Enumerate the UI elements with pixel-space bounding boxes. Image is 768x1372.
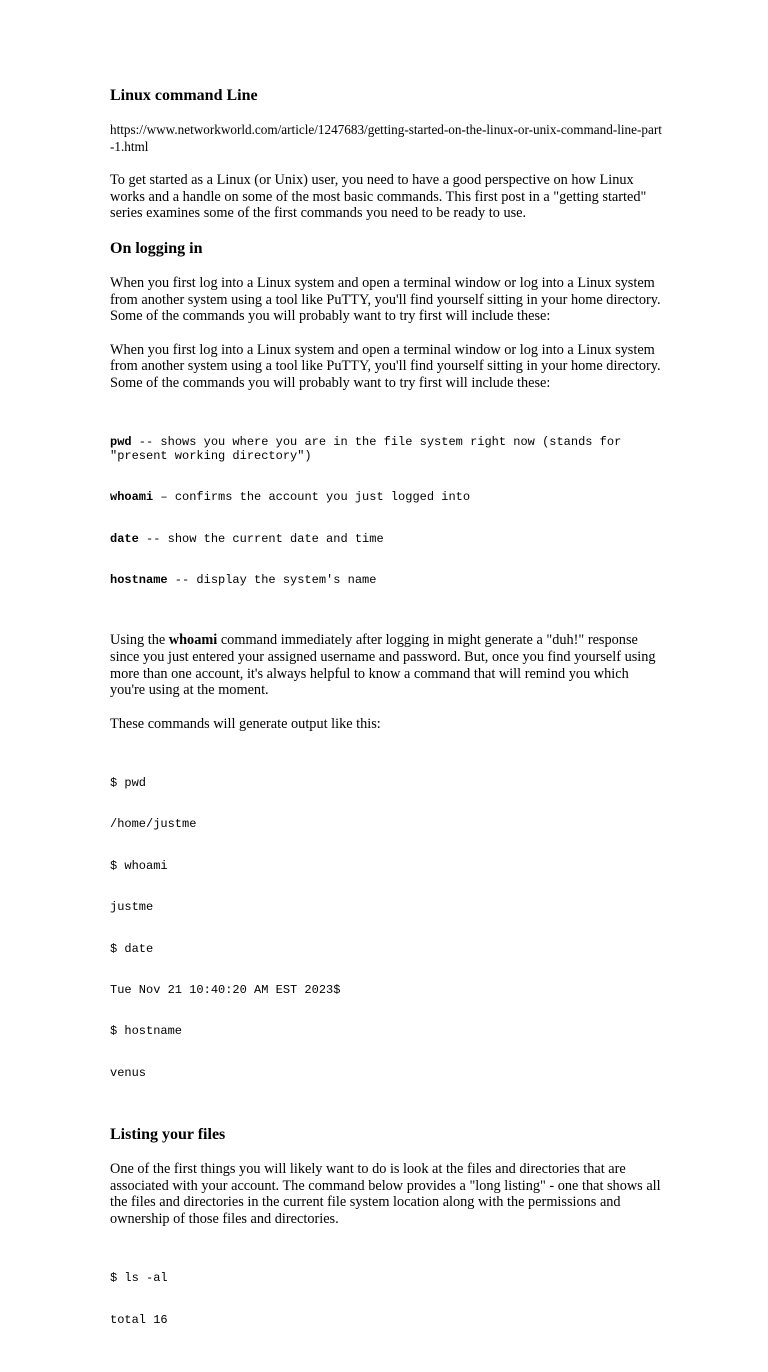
command-description: -- shows you where you are in the file system right now (stands for "present working directory") — [110, 435, 629, 463]
command-item — [110, 491, 662, 505]
whoami-keyword: whoami — [168, 632, 218, 649]
command-output — [110, 749, 662, 1108]
output-line: /home/justme — [110, 817, 197, 832]
command-item — [110, 436, 662, 464]
command-item — [110, 533, 662, 547]
code-line: total 16 — [110, 1312, 168, 1327]
command-description: -- show the current date and time — [138, 531, 384, 546]
document-page — [110, 86, 662, 1372]
whoami-text-pre: Using the — [110, 632, 169, 649]
output-line: $ date — [110, 941, 154, 956]
command-name: pwd — [110, 435, 132, 450]
section-heading-listing-files: Listing your files — [110, 1126, 226, 1144]
command-name: date — [110, 531, 139, 546]
output-line: justme — [110, 900, 154, 915]
section-heading-logging-in: On logging in — [110, 239, 203, 257]
source-url: https://www.networkworld.com/article/1247683/getting-started-on-the-linux-or-unix-command-line-part-1.html — [110, 122, 662, 154]
logging-in-paragraph-2: When you first log into a Linux system and open a terminal window or log into a Linux system from another system using a tool like PuTTY, you'll find yourself sitting in your home directory. Some of the commands you will probably want to try first will include these: — [110, 341, 661, 391]
intro-paragraph: To get started as a Linux (or Unix) user, you need to have a good perspective on how Linux works and a handle on some of the most basic commands. This first post in a "getting started" series examines some of the first commands you need to be ready to use. — [110, 172, 647, 222]
whoami-text-post: command immediately after logging in might generate a "duh!" response since you just entered your assigned username and password. But, once you find yourself using more than one account, it's always helpful to know a command that will remind you which you're using at the moment. — [110, 632, 656, 699]
command-description: -- display the system's name — [167, 573, 377, 588]
logging-in-paragraph-1: When you first log into a Linux system and open a terminal window or log into a Linux system from another system using a tool like PuTTY, you'll find yourself sitting in your home directory. Some of the commands you will probably want to try first will include these: — [110, 274, 661, 325]
command-item — [110, 574, 662, 588]
output-line: $ whoami — [110, 858, 168, 873]
page-title: Linux command Line — [110, 87, 258, 104]
output-line: venus — [110, 1065, 147, 1080]
command-list — [110, 409, 662, 616]
code-line: $ ls -al — [110, 1271, 168, 1286]
output-line: $ hostname — [110, 1024, 183, 1039]
listing-files-paragraph: One of the first things you will likely want to do is look at the files and directories that are associated with your account. The command below provides a "long listing" - one that shows all the files and directories in the current file system location along with the permissions and ownership of those files and directories. — [110, 1161, 661, 1227]
output-intro: These commands will generate output like this: — [110, 715, 381, 732]
command-name: hostname — [110, 573, 168, 588]
command-description: – confirms the account you just logged into — [153, 490, 471, 505]
ls-code-block — [110, 1245, 662, 1355]
whoami-paragraph — [110, 632, 662, 698]
output-line: Tue Nov 21 10:40:20 AM EST 2023$ — [110, 983, 341, 997]
command-name: whoami — [110, 490, 154, 505]
output-line: $ pwd — [110, 776, 147, 791]
